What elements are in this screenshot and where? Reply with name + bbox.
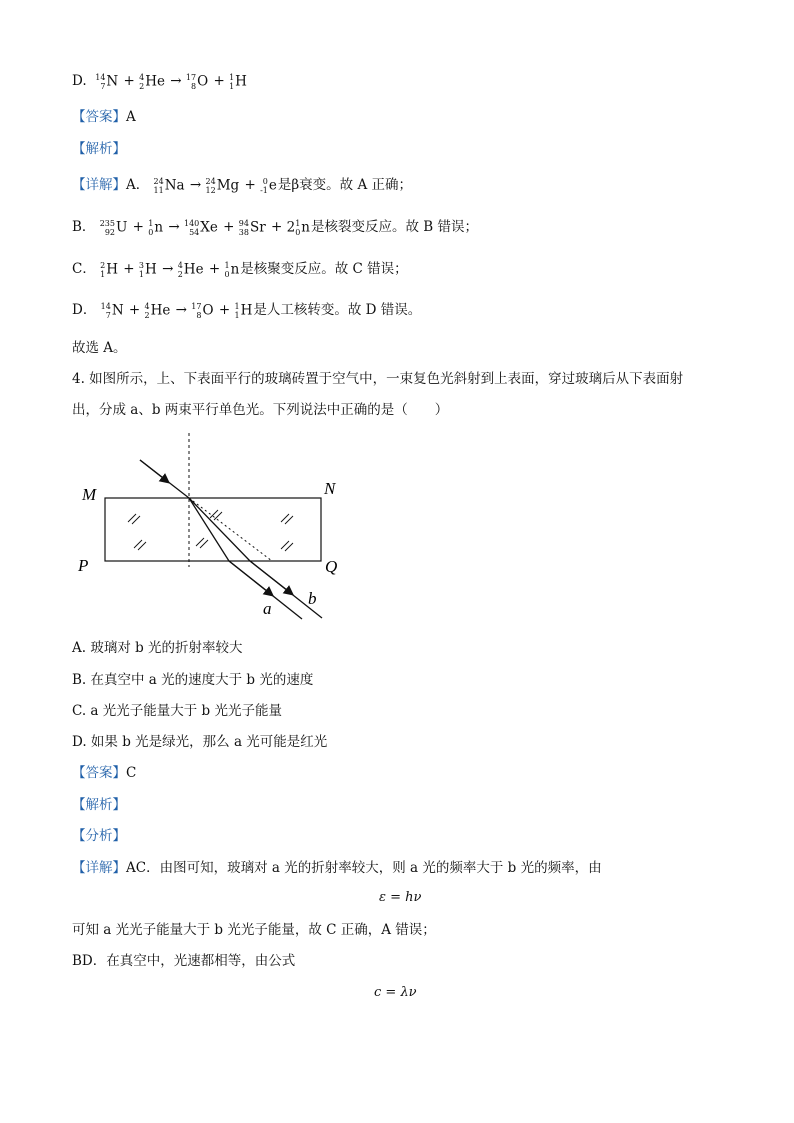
- equation-operator: +: [240, 177, 261, 193]
- q4-stem-line1: 4. 如图所示，上、下表面平行的玻璃砖置于空气中，一束复色光斜射到上表面，穿过玻璃后从下表面射: [72, 371, 684, 387]
- exit-ray-b-arrow: [250, 561, 292, 594]
- isotope: 17 8 O: [191, 301, 214, 320]
- q3-detail-d: [72, 301, 421, 320]
- label-Q: Q: [325, 557, 338, 576]
- equation-operator: +: [218, 219, 239, 235]
- equation-operator: +: [128, 219, 149, 235]
- glass-slab: [105, 498, 321, 561]
- detail-text: 是核聚变反应。故 C 错误；: [240, 261, 408, 277]
- exit-ray-a-arrow: [229, 561, 272, 595]
- q4-detail-ac: [72, 859, 602, 877]
- q3-answer: [72, 108, 136, 126]
- isotope: 4 2 He: [144, 301, 171, 320]
- nuclear-equation: [100, 261, 240, 277]
- refracted-ray-a: [189, 498, 229, 561]
- q4-option-c: C. a 光光子能量大于 b 光光子能量: [72, 703, 282, 719]
- equation-operator: →: [166, 73, 186, 89]
- nuclear-equation: [100, 219, 311, 235]
- isotope: 235 92 U: [99, 218, 128, 237]
- nuclear-equation: [154, 177, 278, 193]
- equation-operator: →: [171, 302, 192, 318]
- q4-option-d: D. 如果 b 光是绿光，那么 a 光可能是红光: [72, 734, 328, 750]
- equation-operator: +: [209, 73, 230, 89]
- answer-value: C: [126, 765, 137, 781]
- q3-conclusion: 故选 A。: [72, 340, 127, 356]
- equation-operator: +: [119, 261, 139, 277]
- incident-extension: [189, 498, 272, 561]
- incident-arrow: [140, 460, 168, 482]
- q4-answer: [72, 764, 136, 782]
- isotope: 94 38 Sr: [238, 218, 266, 237]
- isotope: 140 54 Xe: [184, 218, 218, 237]
- option-label: A．: [126, 177, 150, 193]
- isotope: 14 7 N: [100, 301, 124, 320]
- isotope: 4 2 He: [139, 72, 165, 91]
- refracted-ray-b: [189, 498, 250, 561]
- detail-text: 是β衰变。故 A 正确；: [277, 177, 413, 193]
- option-label: D.: [72, 73, 87, 89]
- equation-operator: +: [266, 219, 287, 235]
- detail-text: AC．由图可知，玻璃对 a 光的折射率较大，则 a 光的频率大于 b 光的频率，由: [126, 860, 602, 876]
- q3-analysis-heading: [72, 140, 126, 158]
- q4-option-a: A. 玻璃对 b 光的折射率较大: [72, 640, 243, 656]
- option-label: C．: [72, 261, 96, 277]
- equation-operator: +: [124, 302, 145, 318]
- fenxi-tag: 【分析】: [72, 828, 126, 844]
- detail-text: 是核裂变反应。故 B 错误；: [310, 219, 478, 235]
- nuclear-equation: [101, 302, 254, 318]
- detail-tag: 【详解】: [72, 177, 126, 193]
- detail-text: 是人工核转变。故 D 错误。: [253, 302, 422, 318]
- equation-operator: →: [185, 177, 206, 193]
- q4-option-b: B. 在真空中 a 光的速度大于 b 光的速度: [72, 672, 314, 688]
- isotope: 4 2 He: [177, 260, 204, 279]
- isotope: 1 1 H: [234, 301, 253, 320]
- isotope: 17 8 O: [185, 72, 209, 91]
- glass-slab-diagram: [70, 428, 360, 628]
- equation-operator: →: [164, 219, 184, 235]
- option-label: B．: [72, 219, 96, 235]
- equation-operator: +: [214, 302, 235, 318]
- q4-analysis-heading: [72, 796, 126, 814]
- label-a: a: [263, 599, 272, 618]
- label-N: N: [324, 479, 336, 498]
- q4-detail-ac2: 可知 a 光光子能量大于 b 光光子能量，故 C 正确，A 错误；: [72, 922, 436, 938]
- answer-tag: 【答案】: [72, 109, 126, 125]
- q4-fenxi-heading: [72, 827, 126, 845]
- equation-operator: +: [119, 73, 140, 89]
- label-b: b: [308, 589, 317, 608]
- detail-tag: 【详解】: [72, 860, 126, 876]
- analysis-tag: 【解析】: [72, 797, 126, 813]
- isotope: 2 1 H: [100, 260, 119, 279]
- isotope: 24 11 Na: [153, 176, 185, 195]
- q4-detail-bd: BD．在真空中，光速都相等，由公式: [72, 953, 296, 969]
- glass-hatch-marks: [128, 510, 293, 551]
- formula-energy: ε = hν: [379, 890, 422, 905]
- isotope: 24 12 Mg: [205, 176, 240, 195]
- q4-stem-line2: 出，分成 a、b 两束平行单色光。下列说法中正确的是（ ）: [72, 402, 449, 418]
- equation-operator: →: [157, 261, 178, 277]
- isotope: 14 7 N: [95, 72, 119, 91]
- q3-detail-a: [72, 176, 412, 195]
- q3-detail-c: [72, 260, 408, 279]
- equation-operator: +: [204, 261, 225, 277]
- q3-detail-b: [72, 218, 478, 237]
- isotope: 1 0 n: [224, 260, 240, 279]
- isotope: 2 1 0 n: [286, 218, 310, 237]
- isotope: 1 0 n: [148, 218, 164, 237]
- answer-value: A: [126, 109, 136, 125]
- q3-option-d: [72, 72, 248, 91]
- isotope: 0 -1 e: [260, 176, 277, 195]
- isotope: 3 1 H: [138, 260, 157, 279]
- analysis-tag: 【解析】: [72, 141, 126, 157]
- nuclear-equation: [95, 73, 248, 89]
- label-P: P: [78, 556, 89, 575]
- answer-tag: 【答案】: [72, 765, 126, 781]
- isotope: 1 1 H: [229, 72, 247, 91]
- option-label: D．: [72, 302, 97, 318]
- label-M: M: [82, 485, 97, 504]
- formula-wave: c = λν: [374, 985, 417, 1000]
